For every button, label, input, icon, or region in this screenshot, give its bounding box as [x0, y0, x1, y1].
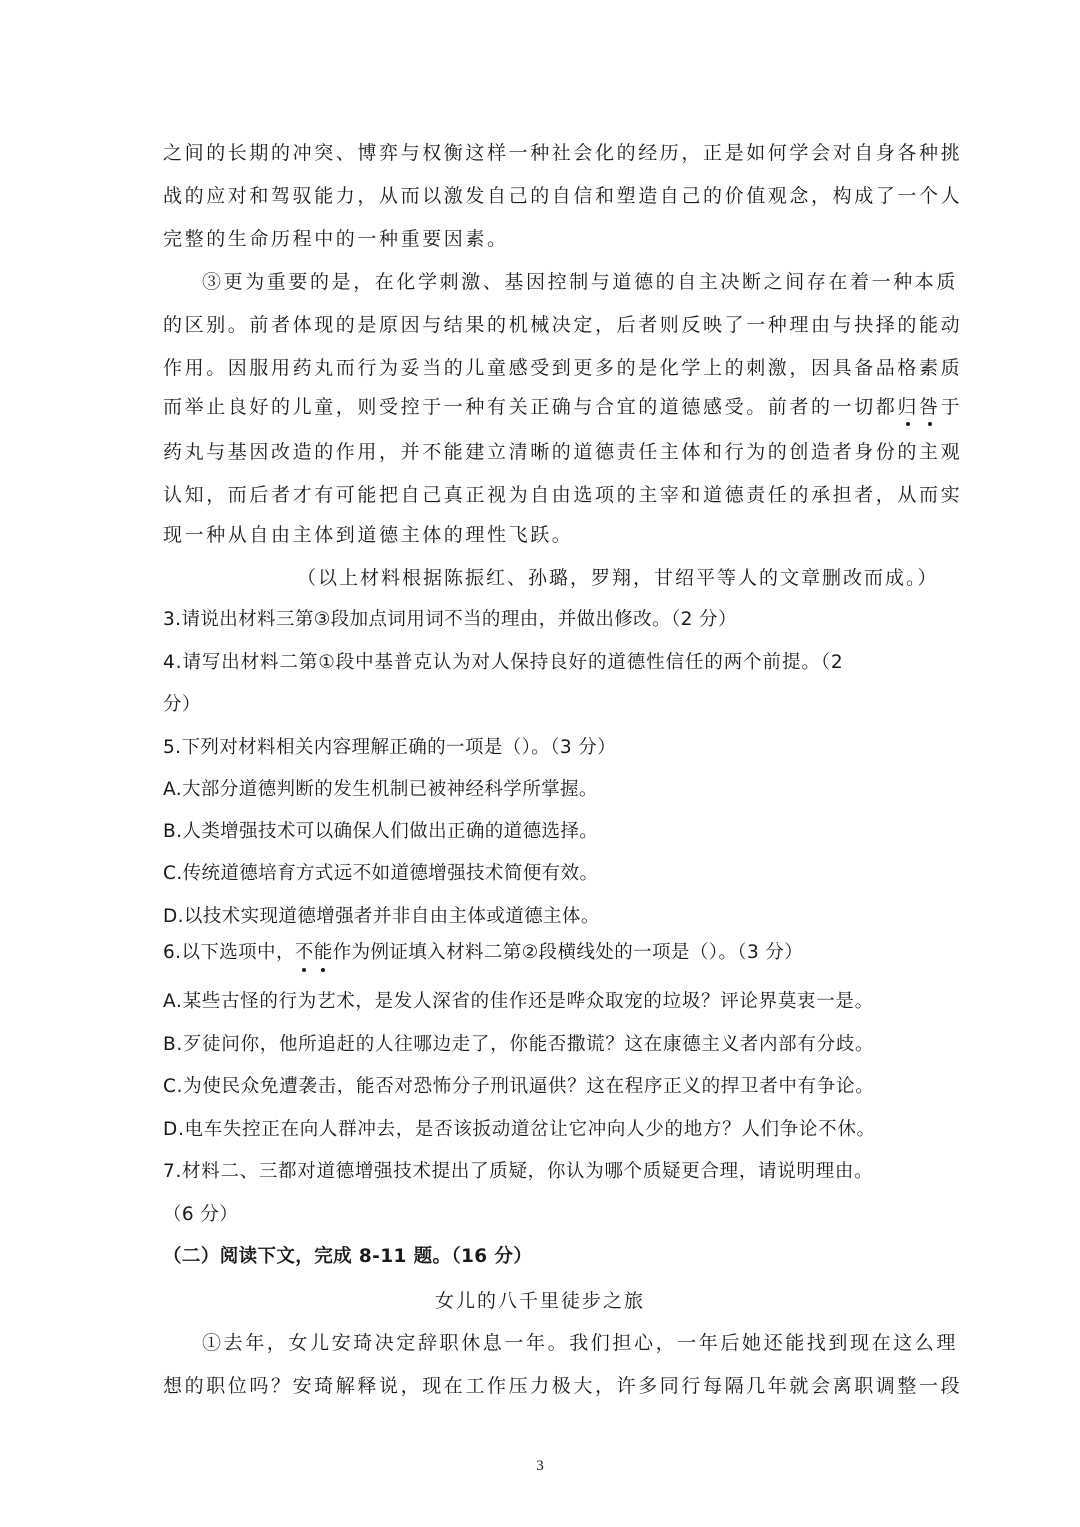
question-6-option-b: B.歹徒问你，他所追赶的人往哪边走了，你能否撒谎？这在康德主义者内部有分歧。: [163, 1034, 875, 1055]
question-6-option-a: A.某些古怪的行为艺术，是发人深省的佳作还是哗众取宠的垃圾？评论界莫衷一是。: [163, 991, 874, 1012]
body-text-line: 完整的生命历程中的一种重要因素。: [163, 228, 509, 250]
text-segment: 而举止良好的儿童，则受控于一种有关正确与合宜的道德感受。前者的一切都: [163, 396, 898, 418]
question-5-option-a: A.大部分道德判断的发生机制已被神经科学所掌握。: [163, 779, 598, 800]
question-5-option-c: C.传统道德培育方式远不如道德增强技术简便有效。: [163, 863, 599, 884]
text-segment: 作为例证填入材料二第②段横线处的一项是（）。（3 分）: [332, 942, 804, 963]
paragraph-3-start: ③更为重要的是，在化学刺激、基因控制与道德的自主决断之间存在着一种本质: [202, 271, 959, 293]
question-5-option-b: B.人类增强技术可以确保人们做出正确的道德选择。: [163, 821, 599, 842]
section-heading: （二）阅读下文，完成 8-11 题。（16 分）: [163, 1246, 533, 1267]
question-5-option-d: D.以技术实现道德增强者并非自由主体或道德主体。: [163, 906, 600, 927]
text-segment: 6.以下选项中，: [163, 942, 295, 963]
body-text-line: 认知，而后者才有可能把自己真正视为自由选项的主宰和道德责任的承担者，从而实: [163, 484, 963, 506]
body-text-line: 之间的长期的冲突、博弈与权衡这样一种社会化的经历，正是如何学会对自身各种挑: [163, 142, 963, 164]
source-note: （以上材料根据陈振红、孙璐，罗翔，甘绍平等人的文章删改而成。）: [297, 567, 939, 589]
question-6-option-d: D.电车失控正在向人群冲去，是否该扳动道岔让它冲向人少的地方？人们争论不休。: [163, 1119, 876, 1140]
question-6-option-c: C.为使民众免遭袭击，能否对恐怖分子刑讯逼供？这在程序正义的捍卫者中有争论。: [163, 1076, 875, 1097]
question-4: 4.请写出材料二第①段中基普克认为对人保持良好的道德性信任的两个前提。（2: [163, 652, 844, 673]
text-segment: 于: [940, 396, 963, 418]
body-text-line: 想的职位吗？安琦解释说，现在工作压力极大，许多同行每隔几年就会离职调整一段: [163, 1375, 963, 1397]
question-3: 3.请说出材料三第③段加点词用词不当的理由，并做出修改。（2 分）: [163, 609, 737, 630]
question-7: 7.材料二、三都对道德增强技术提出了质疑，你认为哪个质疑更合理，请说明理由。: [163, 1161, 874, 1182]
article-title: 女儿的八千里徒步之旅: [434, 1290, 645, 1312]
article-paragraph-1: ①去年，女儿安琦决定辞职休息一年。我们担心，一年后她还能找到现在这么理: [202, 1332, 959, 1354]
emphasis-dot-char: 不: [294, 942, 314, 963]
body-text-line: 现一种从自由主体到道德主体的理性飞跃。: [163, 524, 574, 546]
emphasis-dot-char: 能: [313, 942, 333, 963]
body-text-line-with-dotted-word: [163, 395, 962, 419]
question-4-continued: 分）: [163, 694, 201, 715]
body-text-line: 作用。因服用药丸而行为妥当的儿童感受到更多的是化学上的刺激，因具备品格素质: [163, 357, 963, 379]
question-7-continued: （6 分）: [163, 1204, 239, 1225]
body-text-line: 战的应对和驾驭能力，从而以激发自己的自信和塑造自己的价值观念，构成了一个人: [163, 185, 963, 207]
body-text-line: 药丸与基因改造的作用，并不能建立清晰的道德责任主体和行为的创造者身份的主观: [163, 441, 963, 463]
page-number: 3: [536, 1458, 544, 1474]
body-text-line: 的区别。前者体现的是原因与结果的机械决定，后者则反映了一种理由与抉择的能动: [163, 314, 963, 336]
emphasis-dot-char: 咎: [919, 396, 941, 418]
emphasis-dot-char: 归: [897, 396, 920, 418]
question-6: [163, 941, 803, 965]
question-5: 5.下列对材料相关内容理解正确的一项是（）。（3 分）: [163, 737, 617, 758]
